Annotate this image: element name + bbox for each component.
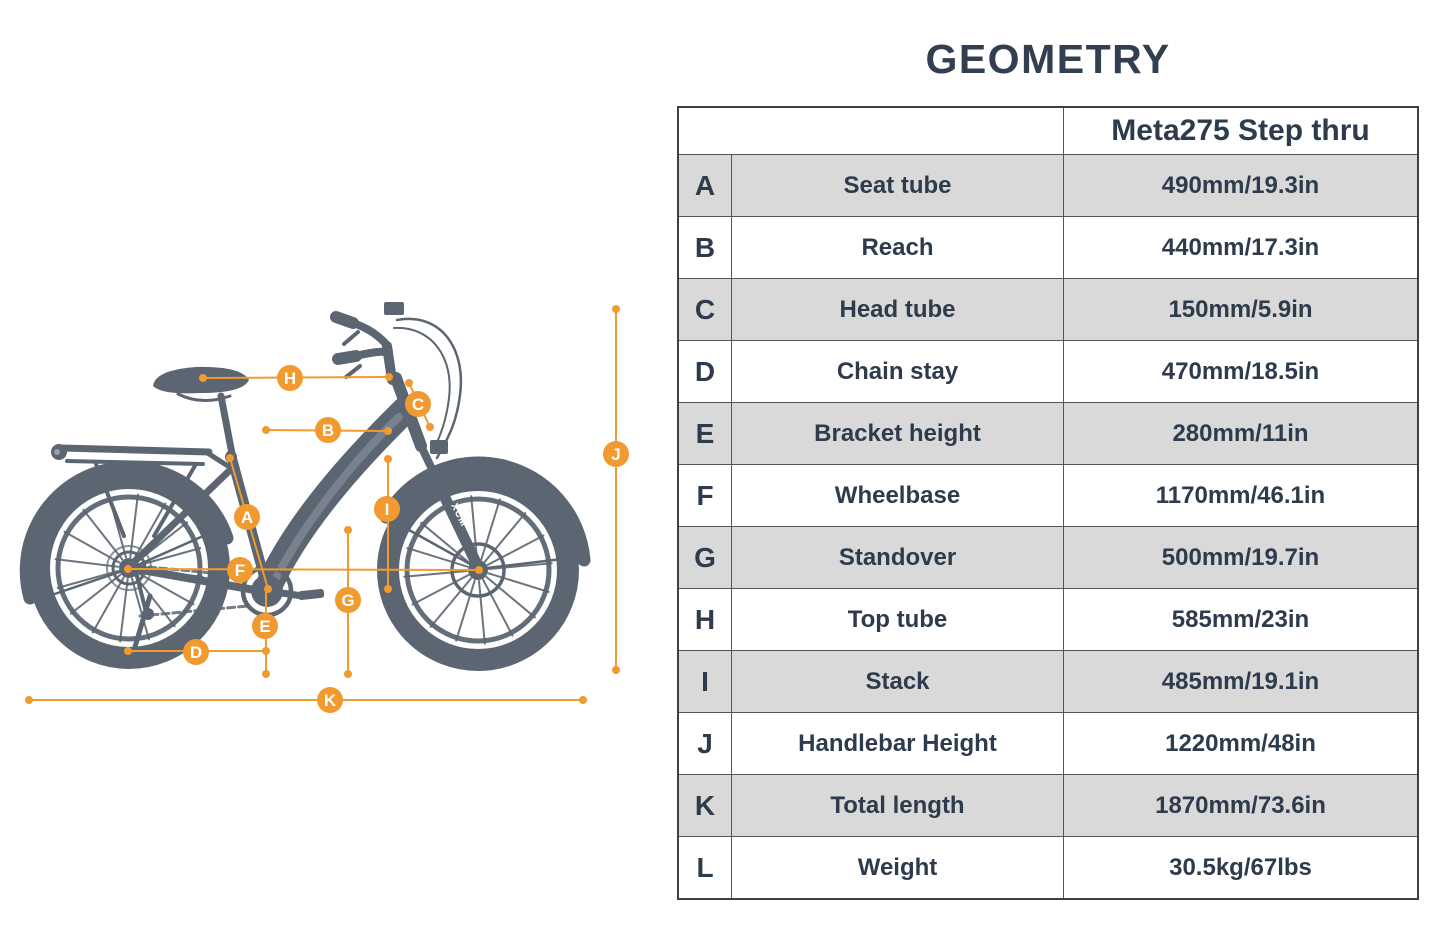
row-value: 1170mm/46.1in bbox=[1155, 481, 1326, 509]
table-row bbox=[679, 836, 1417, 898]
row-letter: K bbox=[679, 775, 732, 836]
row-value: 30.5kg/67lbs bbox=[1169, 853, 1312, 881]
svg-text:I: I bbox=[384, 500, 390, 519]
table-row bbox=[679, 340, 1417, 402]
row-name: Chain stay bbox=[732, 341, 1064, 402]
row-value: 490mm/19.3in bbox=[1161, 171, 1320, 199]
table-row bbox=[679, 155, 1417, 216]
row-letter: L bbox=[679, 837, 732, 898]
row-value: 500mm/19.7in bbox=[1161, 543, 1320, 571]
table-row bbox=[679, 464, 1417, 526]
svg-text:B: B bbox=[321, 421, 335, 440]
table-row bbox=[679, 650, 1417, 712]
table-body bbox=[679, 155, 1417, 898]
row-value: 470mm/18.5in bbox=[1161, 357, 1320, 385]
row-value: 440mm/17.3in bbox=[1161, 233, 1320, 261]
row-letter: J bbox=[679, 713, 732, 774]
header-spacer-cell bbox=[679, 108, 1064, 154]
handlebar-grip bbox=[338, 356, 356, 359]
row-name: Seat tube bbox=[732, 155, 1064, 216]
row-name: Head tube bbox=[732, 279, 1064, 340]
display bbox=[384, 302, 404, 315]
page-title: GEOMETRY bbox=[925, 36, 1171, 82]
svg-text:E: E bbox=[259, 617, 271, 636]
brake-lever bbox=[344, 332, 358, 344]
svg-text:A: A bbox=[240, 508, 254, 527]
table-row bbox=[679, 712, 1417, 774]
crank-arm bbox=[267, 591, 303, 596]
row-name: Bracket height bbox=[732, 403, 1064, 464]
row-name: Handlebar Height bbox=[732, 713, 1064, 774]
marker-g bbox=[335, 526, 361, 678]
svg-text:H: H bbox=[283, 369, 297, 388]
brake-cable bbox=[397, 319, 461, 458]
table-row bbox=[679, 774, 1417, 836]
bike-illustration bbox=[26, 302, 584, 660]
table-row bbox=[679, 216, 1417, 278]
row-letter: A bbox=[679, 155, 732, 216]
brake-lever bbox=[346, 366, 360, 377]
row-letter: D bbox=[679, 341, 732, 402]
svg-text:D: D bbox=[189, 643, 203, 662]
svg-text:J: J bbox=[611, 445, 621, 464]
saddle bbox=[153, 367, 249, 401]
row-name: Reach bbox=[732, 217, 1064, 278]
row-letter: B bbox=[679, 217, 732, 278]
geometry-table bbox=[677, 106, 1419, 900]
row-name: Wheelbase bbox=[732, 465, 1064, 526]
row-letter: G bbox=[679, 527, 732, 588]
row-value: 1220mm/48in bbox=[1165, 729, 1316, 757]
row-value: 485mm/19.1in bbox=[1161, 667, 1320, 695]
svg-text:F: F bbox=[234, 561, 246, 580]
pedal bbox=[298, 589, 325, 601]
row-name: Standover bbox=[732, 527, 1064, 588]
row-value: 150mm/5.9in bbox=[1168, 295, 1313, 323]
row-name: Weight bbox=[732, 837, 1064, 898]
table-row bbox=[679, 588, 1417, 650]
seat-post bbox=[221, 396, 233, 459]
svg-text:G: G bbox=[341, 591, 355, 610]
bike-diagram bbox=[0, 0, 660, 932]
table-row bbox=[679, 278, 1417, 340]
marker-k bbox=[25, 687, 587, 713]
row-letter: C bbox=[679, 279, 732, 340]
row-letter: I bbox=[679, 651, 732, 712]
row-letter: E bbox=[679, 403, 732, 464]
table-row bbox=[679, 402, 1417, 464]
row-name: Top tube bbox=[732, 589, 1064, 650]
row-value: 1870mm/73.6in bbox=[1155, 791, 1326, 819]
svg-text:C: C bbox=[411, 395, 425, 414]
table-row bbox=[679, 526, 1417, 588]
table-header-row bbox=[679, 108, 1417, 155]
svg-text:K: K bbox=[323, 691, 337, 710]
row-letter: H bbox=[679, 589, 732, 650]
row-name: Total length bbox=[732, 775, 1064, 836]
row-value: 585mm/23in bbox=[1171, 605, 1310, 633]
row-value: 280mm/11in bbox=[1172, 419, 1309, 447]
fork-brand-label: XCM bbox=[448, 501, 470, 529]
model-name-header: Meta275 Step thru bbox=[1111, 114, 1370, 147]
row-name: Stack bbox=[732, 651, 1064, 712]
row-letter: F bbox=[679, 465, 732, 526]
marker-j bbox=[603, 305, 629, 674]
handlebar-grip bbox=[336, 317, 353, 323]
